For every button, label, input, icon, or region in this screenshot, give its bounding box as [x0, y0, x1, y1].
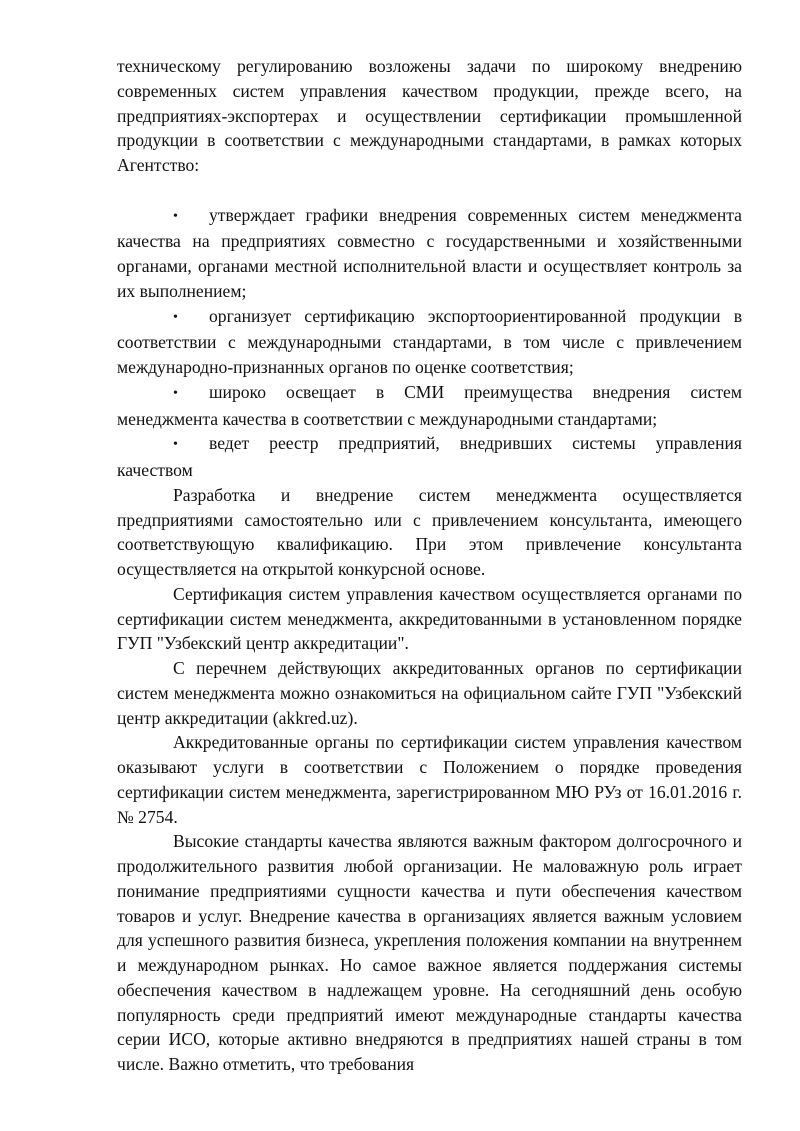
- paragraph-development: Разработка и внедрение систем менеджмента осуществляется предприятиями самостоятельно или с привлечением консультанта, имеющего соответствующую квалификацию. При этом привлечение консультанта осуществляется на открытой конкурсной основе.: [117, 484, 742, 579]
- bullet-icon: •: [173, 309, 178, 325]
- bullet-text: широко освещает в СМИ преимущества внедрения систем менеджмента качества в соответствии с международными стандартами;: [117, 381, 742, 429]
- bullet-item-registry: [117, 431, 742, 483]
- bullet-item-certification: [117, 304, 742, 380]
- bullet-text: ведет реестр предприятий, внедривших системы управления качеством: [117, 433, 742, 480]
- document-page: [117, 54, 742, 1077]
- paragraph-services: Аккредитованные органы по сертификации систем управления качеством оказывают услуги в соответствии с Положением о порядке проведения сертификации систем менеджмента, зарегистрированном МЮ РУз от 16.01.2016 г. № 2754.: [117, 732, 742, 827]
- bullet-text: организует сертификацию экспортоориентированной продукции в соответствии с международными стандартами, в том числе с привлечением международно-признанных органов по оценке соответствия;: [117, 305, 742, 377]
- bullet-item-schedules: [117, 203, 742, 304]
- bullet-icon: •: [173, 208, 178, 224]
- paragraph-quality-standards: Высокие стандарты качества являются важным фактором долгосрочного и продолжительного развития любой организации. Не маловажную роль играет понимание предприятиями сущности качества и пути обеспечения качеством товаров и услуг. Внедрение качества в организациях является важным условием для успешного развития бизнеса, укрепления положения компании на внутреннем и международном рынках. Но самое важное является поддержания системы обеспечения качеством в надлежащем уровне. На сегодняшний день особую популярность среди предприятий имеют международные стандарты качества серии ИСО, которые активно внедряются в предприятиях нашей страны в том числе. Важно отметить, что требования: [117, 831, 742, 1074]
- paragraph-gap: [117, 178, 742, 203]
- paragraph-certification-bodies: Сертификация систем управления качеством осуществляется органами по сертификации систем менеджмента, аккредитованными в установленном порядке ГУП "Узбекский центр аккредитации".: [117, 583, 742, 654]
- bullet-text: утверждает графики внедрения современных систем менеджмента качества на предприятиях совместно с государственными и хозяйственными органами, органами местной исполнительной власти и осуществляет контроль за их выполнением;: [117, 204, 742, 301]
- bullet-item-media: [117, 380, 742, 432]
- bullet-icon: •: [173, 385, 178, 401]
- bullet-icon: •: [173, 437, 178, 453]
- paragraph-accredited-list: С перечнем действующих аккредитованных органов по сертификации систем менеджмента можно ознакомиться на официальном сайте ГУП "Узбекский центр аккредитации (akkred.uz).: [117, 658, 742, 728]
- paragraph-intro: техническому регулированию возложены задачи по широкому внедрению современных систем управления качеством продукции, прежде всего, на предприятиях-экспортерах и осуществлении сертификации промышленной продукции в соответствии с международными стандартами, в рамках которых Агентство:: [117, 56, 742, 175]
